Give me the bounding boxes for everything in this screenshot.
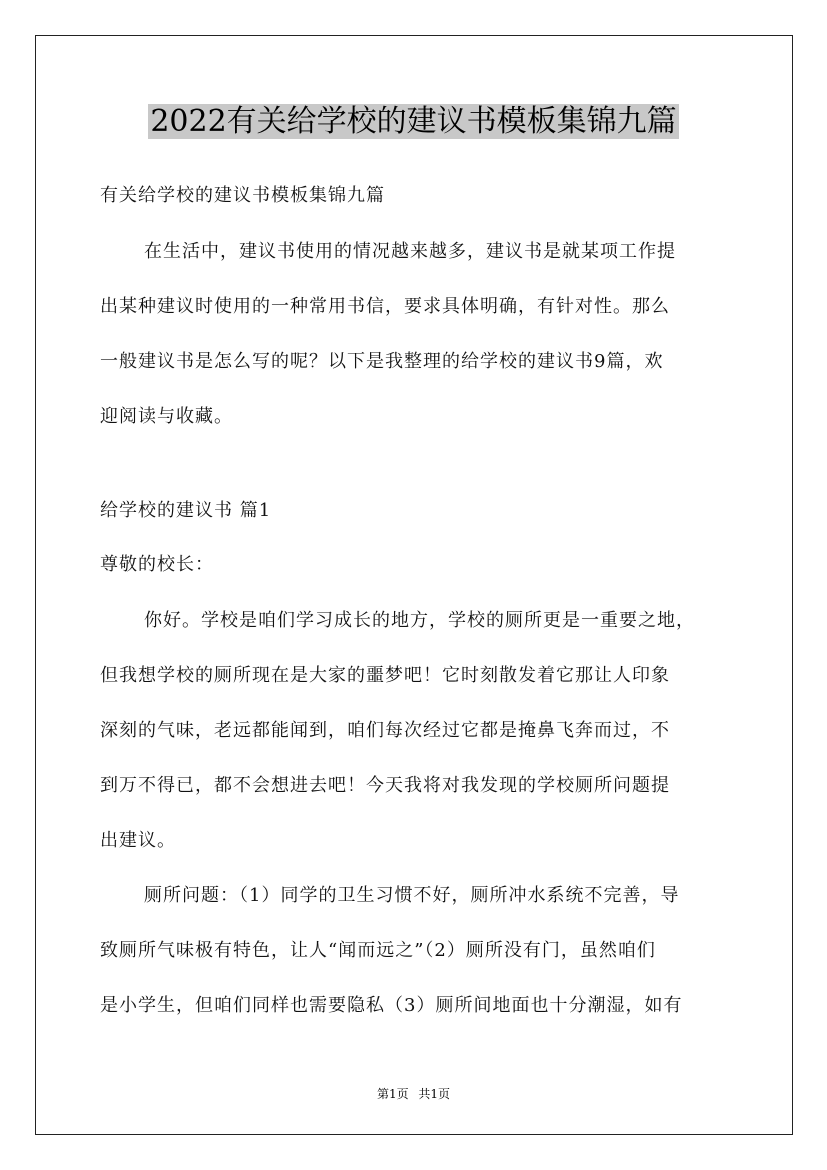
- paragraph-line: 是小学生，但咱们同样也需要隐私（3）厕所间地面也十分潮湿，如有: [100, 995, 683, 1016]
- paragraph-line: 出某种建议时使用的一种常用书信，要求具体明确，有针对性。那么: [100, 296, 670, 317]
- page-number: 第1页: [376, 1087, 409, 1101]
- paragraph-line: 到万不得已，都不会想进去吧！今天我将对我发现的学校厕所问题提: [100, 775, 670, 796]
- page-footer: [0, 1085, 827, 1102]
- document-title: 2022有关给学校的建议书模板集锦九篇: [150, 104, 677, 139]
- paragraph-line: 在生活中，建议书使用的情况越来越多，建议书是就某项工作提: [144, 241, 676, 262]
- paragraph-line: 一般建议书是怎么写的呢？以下是我整理的给学校的建议书9篇，欢: [100, 351, 664, 372]
- body-paragraph-1: [100, 593, 728, 868]
- page-total: 共1页: [418, 1087, 451, 1101]
- document-body: [100, 178, 728, 1033]
- paragraph-line: 厕所问题：（1）同学的卫生习惯不好，厕所冲水系统不完善，导: [144, 885, 680, 906]
- paragraph-line: 迎阅读与收藏。: [100, 406, 233, 427]
- paragraph-line: 你好。学校是咱们学习成长的地方，学校的厕所更是一重要之地，: [144, 610, 695, 631]
- section-heading: 给学校的建议书 篇1: [100, 500, 272, 521]
- intro-paragraph: [100, 224, 728, 444]
- paragraph-line: 深刻的气味，老远都能闻到，咱们每次经过它都是掩鼻飞奔而过，不: [100, 720, 670, 741]
- subtitle: 有关给学校的建议书模板集锦九篇: [100, 185, 385, 206]
- salutation: 尊敬的校长：: [100, 554, 214, 575]
- paragraph-line: 致厕所气味极有特色，让人“闻而远之”（2）厕所没有门，虽然咱们: [100, 940, 656, 961]
- document-title-wrapper: [0, 102, 827, 142]
- paragraph-line: 出建议。: [100, 830, 176, 851]
- body-paragraph-2: [100, 868, 728, 1033]
- paragraph-line: 但我想学校的厕所现在是大家的噩梦吧！它时刻散发着它那让人印象: [100, 665, 670, 686]
- spacer: [100, 444, 728, 493]
